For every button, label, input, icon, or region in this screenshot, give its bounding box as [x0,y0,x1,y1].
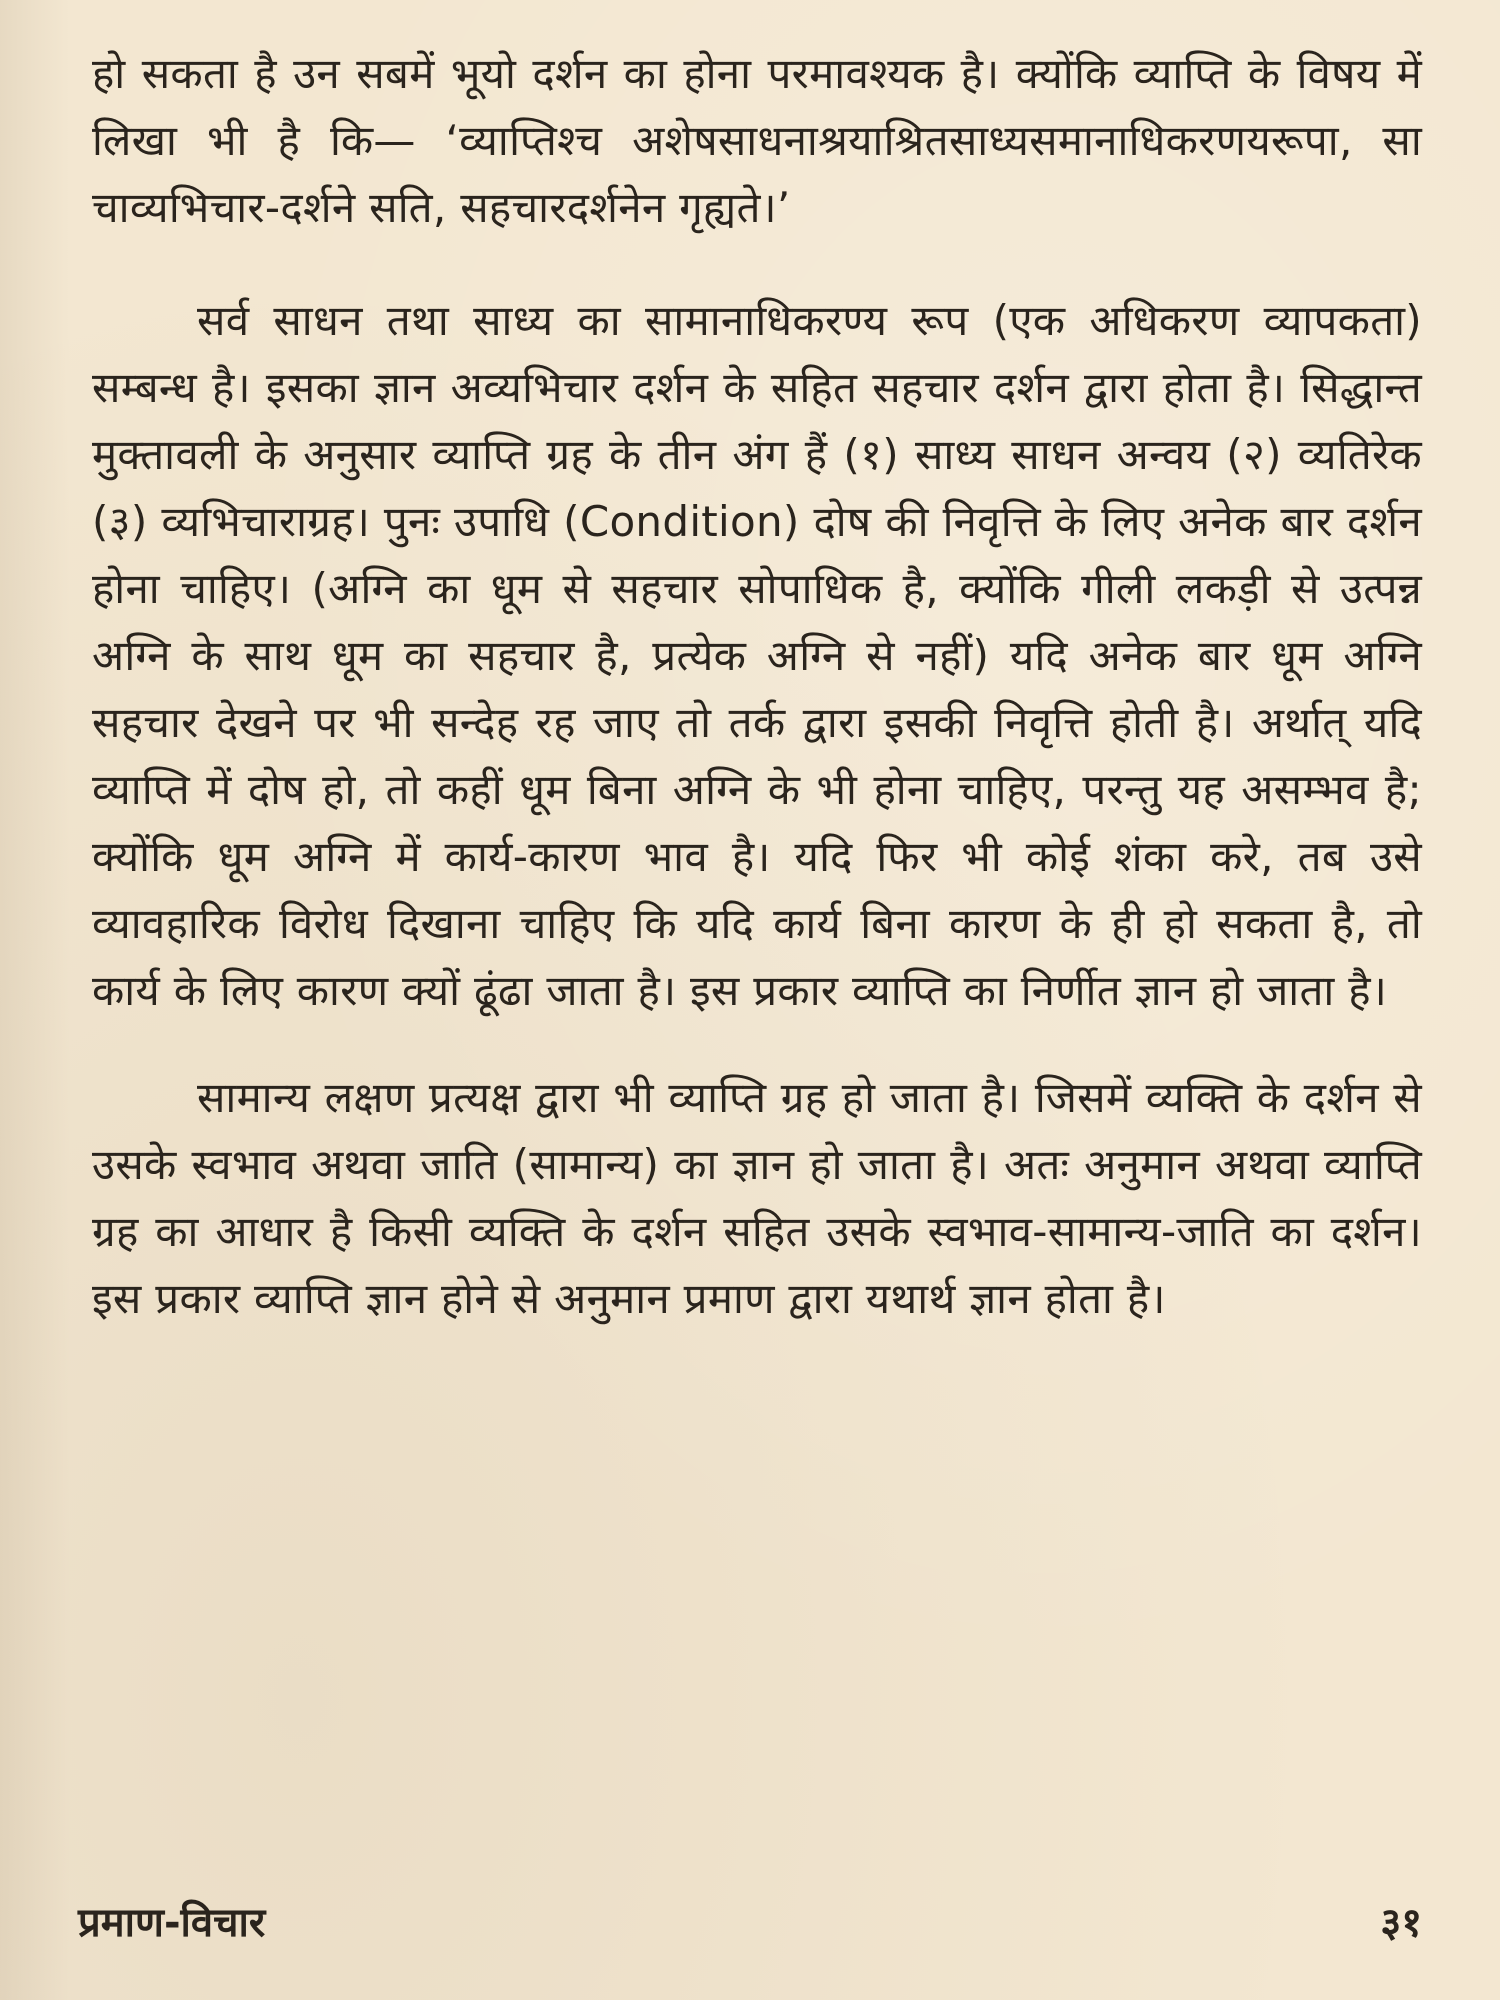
page-number: ३१ [1380,1899,1422,1946]
paragraph-samanya-lakshan: सामान्य लक्षण प्रत्यक्ष द्वारा भी व्याप्ति ग्रह हो जाता है। जिसमें व्यक्ति के दर्शन से उसके स्वभाव अथवा जाति (सामान्य) का ज्ञान हो जाता है। अतः अनुमान अथवा व्याप्ति ग्रह का आधार है किसी व्यक्ति के दर्शन सहित उसके स्वभाव-सामान्य-जाति का दर्शन। इस प्रकार व्याप्ति ज्ञान होने से अनुमान प्रमाण द्वारा यथार्थ ज्ञान होता है। [92,1073,1422,1323]
paragraph-vyapti-sambandh: सर्व साधन तथा साध्य का सामानाधिकरण्य रूप (एक अधिकरण व्यापकता) सम्बन्ध है। इसका ज्ञान अव्यभिचार दर्शन के सहित सहचार दर्शन द्वारा होता है। सिद्धान्त मुक्तावली के अनुसार व्याप्ति ग्रह के तीन अंग हैं (१) साध्य साधन अन्वय (२) व्यतिरेक (३) व्यभिचाराग्रह। पुनः उपाधि (Condition) दोष की निवृत्ति के लिए अनेक बार दर्शन होना चाहिए। (अग्नि का धूम से सहचार सोपाधिक है, क्योंकि गीली लकड़ी से उत्पन्न अग्नि के साथ धूम का सहचार है, प्रत्येक अग्नि से नहीं) यदि अनेक बार धूम अग्नि सहचार देखने पर भी सन्देह रह जाए तो तर्क द्वारा इसकी निवृत्ति होती है। अर्थात् यदि व्याप्ति में दोष हो, तो कहीं धूम बिना अग्नि के भी होना चाहिए, परन्तु यह असम्भव है; क्योंकि धूम अग्नि में कार्य-कारण भाव है। यदि फिर भी कोई शंका करे, तब उसे व्यावहारिक विरोध दिखाना चाहिए कि यदि कार्य बिना कारण के ही हो सकता है, तो कार्य के लिए कारण क्यों ढूंढा जाता है। इस प्रकार व्याप्ति का निर्णीत ज्ञान हो जाता है। [92,296,1422,1015]
running-head: प्रमाण-विचार [78,1899,266,1946]
page-footer [78,1890,1422,1950]
paragraph-spacer [92,241,1422,287]
page-body [92,40,1422,1332]
paragraph-continuation: हो सकता है उन सबमें भूयो दर्शन का होना परमावश्यक है। क्योंकि व्याप्ति के विषय में लिखा भी है कि— ‘व्याप्तिश्च अशेषसाधनाश्रयाश्रितसाध्यसमानाधिकरणयरूपा, सा चाव्यभिचार-दर्शने सति, सहचारदर्शनेन गृह्यते।’ [92,49,1422,232]
paragraph-spacer [92,1024,1422,1064]
